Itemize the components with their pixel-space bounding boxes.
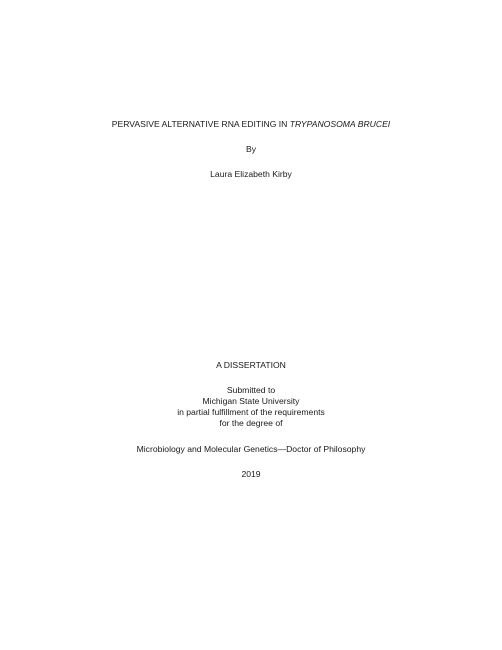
year: 2019: [241, 469, 261, 479]
by-label: By: [245, 144, 257, 154]
title-organism: TRYPANOSOMA BRUCEI: [289, 119, 391, 129]
university-name: Michigan State University: [202, 396, 300, 406]
submitted-to: Submitted to: [226, 385, 276, 395]
document-type: A DISSERTATION: [216, 360, 286, 370]
degree-intro: for the degree of: [219, 418, 283, 428]
dissertation-title: [0, 119, 502, 130]
degree-name: Microbiology and Molecular Genetics—Doctor of Philosophy: [136, 444, 366, 454]
author-name: Laura Elizabeth Kirby: [210, 169, 292, 179]
requirements-line: in partial fulfillment of the requirements: [177, 407, 325, 417]
title-text: PERVASIVE ALTERNATIVE RNA EDITING IN: [111, 119, 290, 129]
